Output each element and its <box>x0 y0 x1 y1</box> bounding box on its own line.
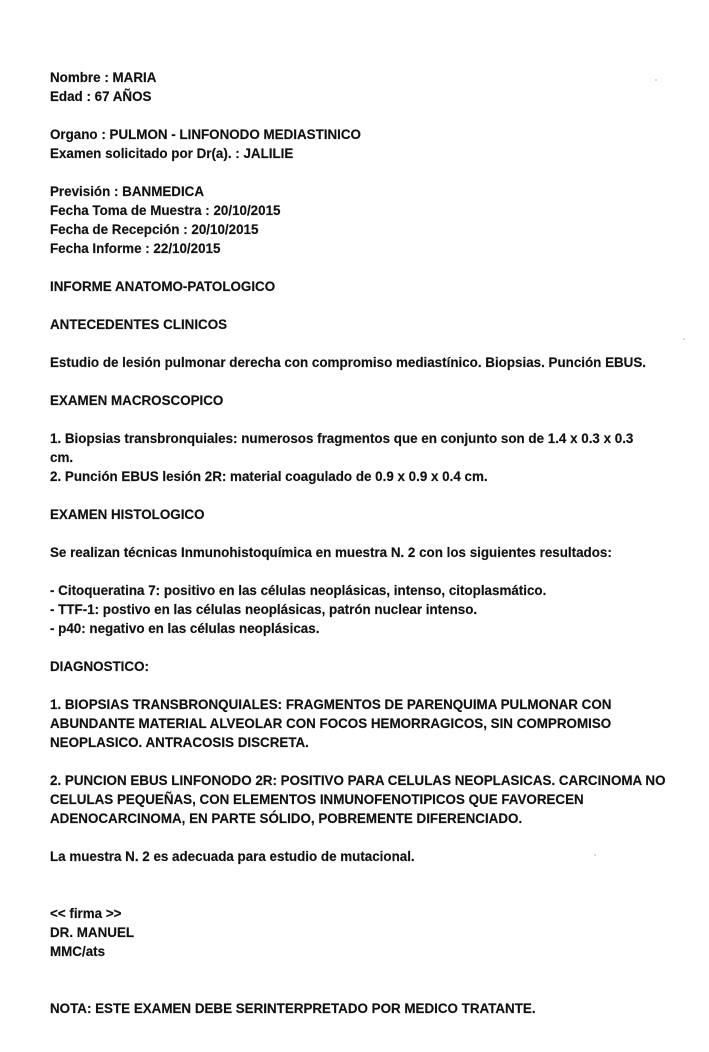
insurance: Previsión : BANMEDICA <box>50 184 205 199</box>
macro-item-1: 1. Biopsias transbronquiales: numerosos fragmentos que en conjunto son de 1.4 x 0.3 x 0.3 <box>50 431 634 446</box>
diagnosis-1: ABUNDANTE MATERIAL ALVEOLAR CON FOCOS HEMORRAGICOS, SIN COMPROMISO <box>50 716 612 731</box>
report-title: INFORME ANATOMO-PATOLOGICO <box>50 279 276 294</box>
diagnosis-2: 2. PUNCION EBUS LINFONODO 2R: POSITIVO PARA CELULAS NEOPLASICAS. CARCINOMA NO <box>50 773 666 788</box>
antecedentes-text: Estudio de lesión pulmonar derecha con compromiso mediastínico. Biopsias. Punción EBUS. <box>50 355 646 370</box>
diagnosis-2: CELULAS PEQUEÑAS, CON ELEMENTOS INMUNOFENOTIPICOS QUE FAVORECEN <box>50 792 584 807</box>
patient-age: Edad : 67 AÑOS <box>50 89 152 104</box>
diagnosis-2: ADENOCARCINOMA, EN PARTE SÓLIDO, POBREMENTE DIFERENCIADO. <box>50 811 523 826</box>
macro-item-1-cont: cm. <box>50 450 74 465</box>
sample-date: Fecha Toma de Muestra : 20/10/2015 <box>50 203 281 218</box>
histo-heading: EXAMEN HISTOLOGICO <box>50 507 205 522</box>
footer-note: NOTA: ESTE EXAMEN DEBE SERINTERPRETADO POR MEDICO TRATANTE. <box>50 1001 536 1016</box>
histo-item: - p40: negativo en las células neoplásicas. <box>50 621 320 636</box>
diagnosis-1: 1. BIOPSIAS TRANSBRONQUIALES: FRAGMENTOS DE PARENQUIMA PULMONAR CON <box>50 697 612 712</box>
report-date: Fecha Informe : 22/10/2015 <box>50 241 221 256</box>
requesting-doctor: Examen solicitado por Dr(a). : JALILIE <box>50 146 294 161</box>
macro-heading: EXAMEN MACROSCOPICO <box>50 393 224 408</box>
histo-item: - TTF-1: postivo en las células neoplásicas, patrón nuclear intenso. <box>50 602 478 617</box>
signature-doctor: DR. MANUEL <box>50 925 135 940</box>
antecedentes-heading: ANTECEDENTES CLINICOS <box>50 317 228 332</box>
diagnosis-1: NEOPLASICO. ANTRACOSIS DISCRETA. <box>50 735 309 750</box>
histo-intro: Se realizan técnicas Inmunohistoquímica en muestra N. 2 con los siguientes resultados: <box>50 545 612 560</box>
signature-initials: MMC/ats <box>50 944 106 959</box>
organ: Organo : PULMON - LINFONODO MEDIASTINICO <box>50 127 361 142</box>
reception-date: Fecha de Recepción : 20/10/2015 <box>50 222 259 237</box>
pathology-report <box>50 68 690 1018</box>
signature-placeholder: << firma >> <box>50 906 122 921</box>
macro-item-2: 2. Punción EBUS lesión 2R: material coagulado de 0.9 x 0.9 x 0.4 cm. <box>50 469 488 484</box>
patient-name: Nombre : MARIA <box>50 70 157 85</box>
histo-item: - Citoqueratina 7: positivo en las células neoplásicas, intenso, citoplasmático. <box>50 583 547 598</box>
diagnosis-heading: DIAGNOSTICO: <box>50 659 149 674</box>
sample-note: La muestra N. 2 es adecuada para estudio de mutacional. <box>50 849 415 864</box>
